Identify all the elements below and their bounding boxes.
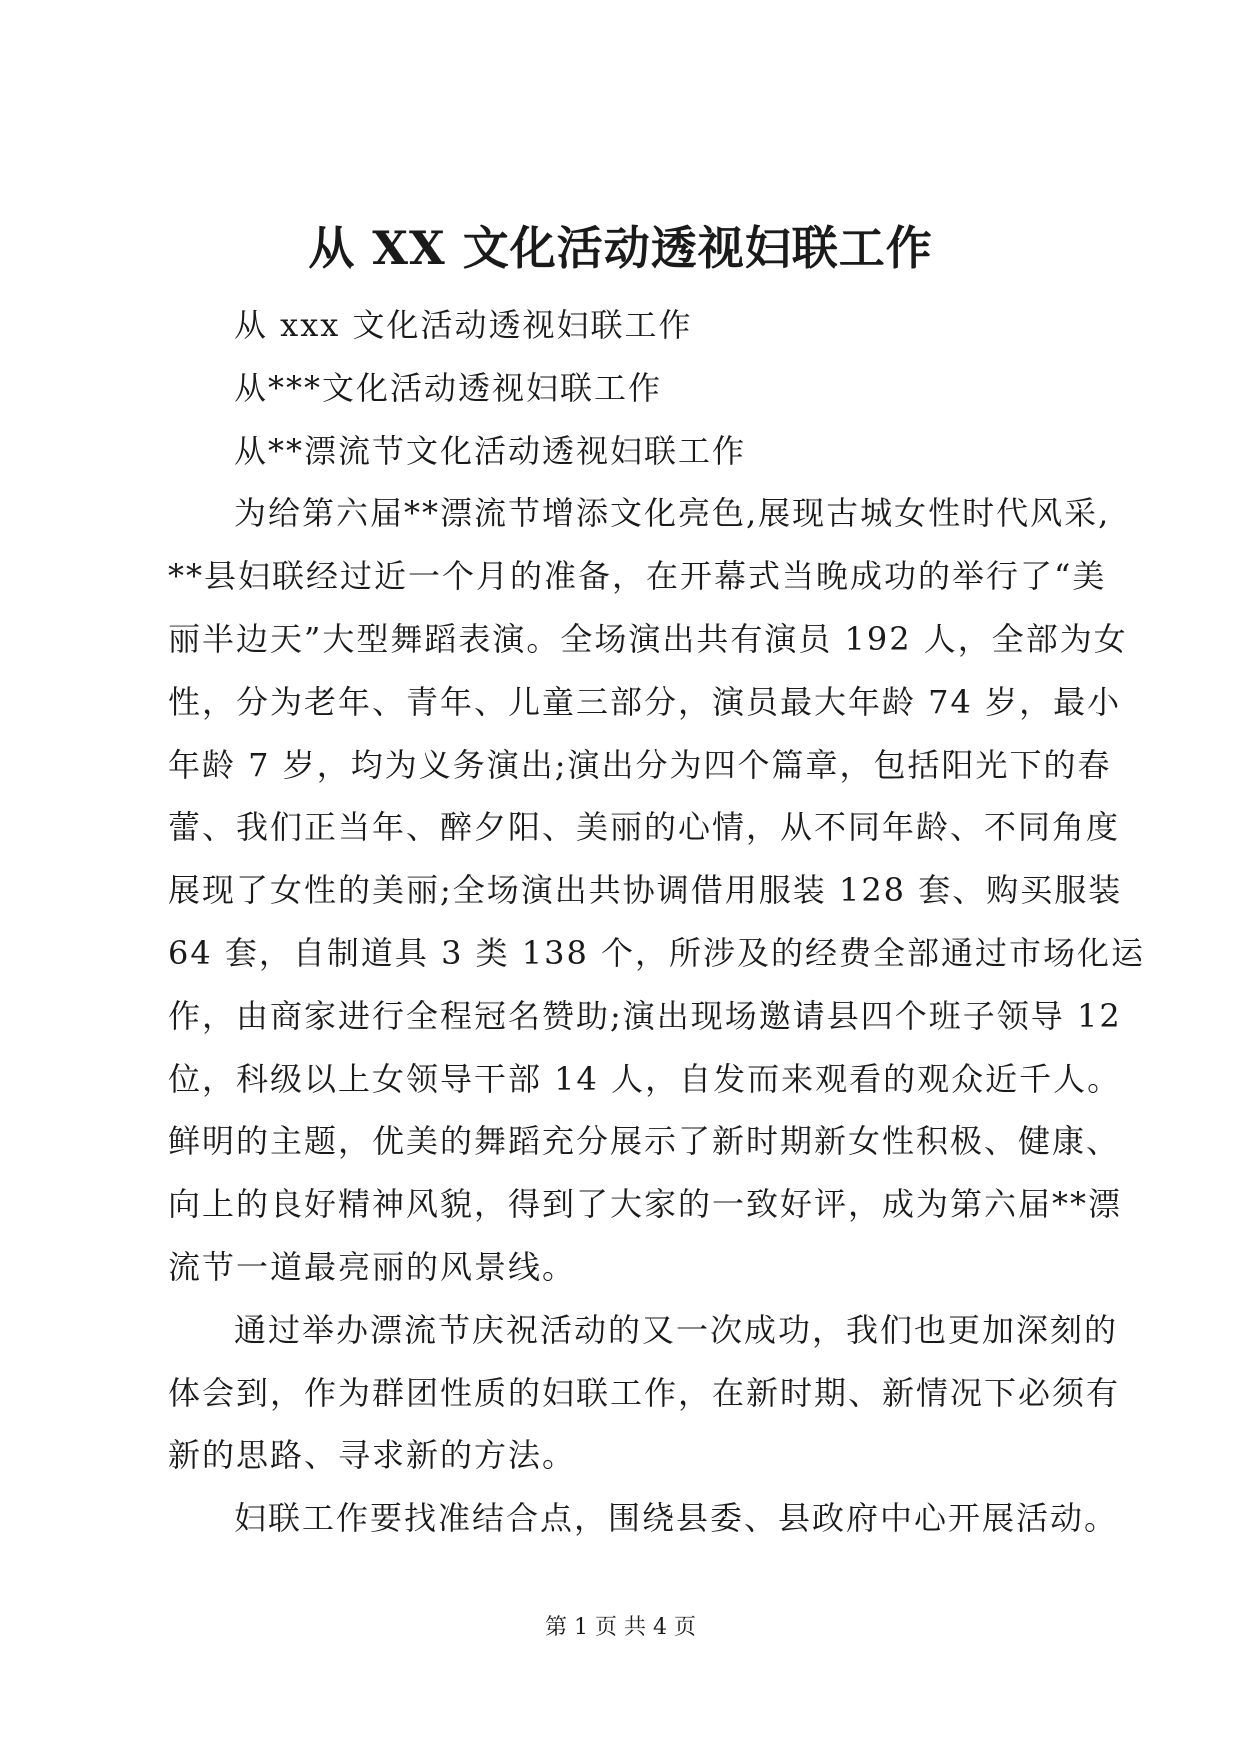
- paragraph-line: **县妇联经过近一个月的准备，在开幕式当晚成功的举行了“美: [168, 557, 1107, 596]
- paragraph-line: 流节一道最亮丽的风景线。: [168, 1247, 577, 1286]
- subheading-1: 从 xxx 文化活动透视妇联工作: [234, 306, 693, 344]
- subheading-2: 从***文化活动透视妇联工作: [234, 368, 663, 407]
- paragraph-3: [168, 1487, 1119, 1550]
- subheading-3: 从**漂流节文化活动透视妇联工作: [234, 431, 747, 470]
- paragraph-line: 性，分为老年、青年、儿童三部分，演员最大年龄 74 岁，最小: [168, 682, 1122, 721]
- paragraph-1: [168, 482, 1146, 1298]
- document-body: [168, 294, 1146, 1550]
- paragraph-line: 展现了女性的美丽;全场演出共协调借用服装 128 套、购买服装: [168, 871, 1123, 910]
- paragraph-line: 位，科级以上女领导干部 14 人，自发而来观看的观众近千人。: [168, 1059, 1122, 1098]
- paragraph-line: 年龄 7 岁，均为义务演出;演出分为四个篇章，包括阳光下的春: [168, 745, 1112, 784]
- paragraph-line: 鲜明的主题，优美的舞蹈充分展示了新时期新女性积极、健康、: [168, 1122, 1121, 1161]
- paragraph-line: 妇联工作要找准结合点，围绕县委、县政府中心开展活动。: [234, 1499, 1119, 1538]
- paragraph-2: [168, 1299, 1121, 1487]
- paragraph-line: 新的思路、寻求新的方法。: [168, 1436, 577, 1475]
- paragraph-line: 向上的良好精神风貌，得到了大家的一致好评，成为第六届**漂: [168, 1185, 1123, 1224]
- paragraph-line: 通过举办漂流节庆祝活动的又一次成功，我们也更加深刻的: [234, 1310, 1119, 1349]
- paragraph-line: 丽半边天”大型舞蹈表演。全场演出共有演员 192 人，全部为女: [168, 619, 1128, 658]
- document-title: 从 XX 文化活动透视妇联工作: [308, 221, 933, 275]
- paragraph-line: 体会到，作为群团性质的妇联工作，在新时期、新情况下必须有: [168, 1373, 1121, 1412]
- paragraph-line: 蕾、我们正当年、醉夕阳、美丽的心情，从不同年龄、不同角度: [168, 808, 1121, 847]
- paragraph-line: 为给第六届**漂流节增添文化亮色,展现古城女性时代风采,: [234, 494, 1111, 533]
- paragraph-line: 作，由商家进行全程冠名赞助;演出现场邀请县四个班子领导 12: [168, 996, 1122, 1035]
- page-number-footer: 第 1 页 共 4 页: [545, 1615, 696, 1640]
- paragraph-line: 64 套，自制道具 3 类 138 个，所涉及的经费全部通过市场化运: [168, 933, 1146, 972]
